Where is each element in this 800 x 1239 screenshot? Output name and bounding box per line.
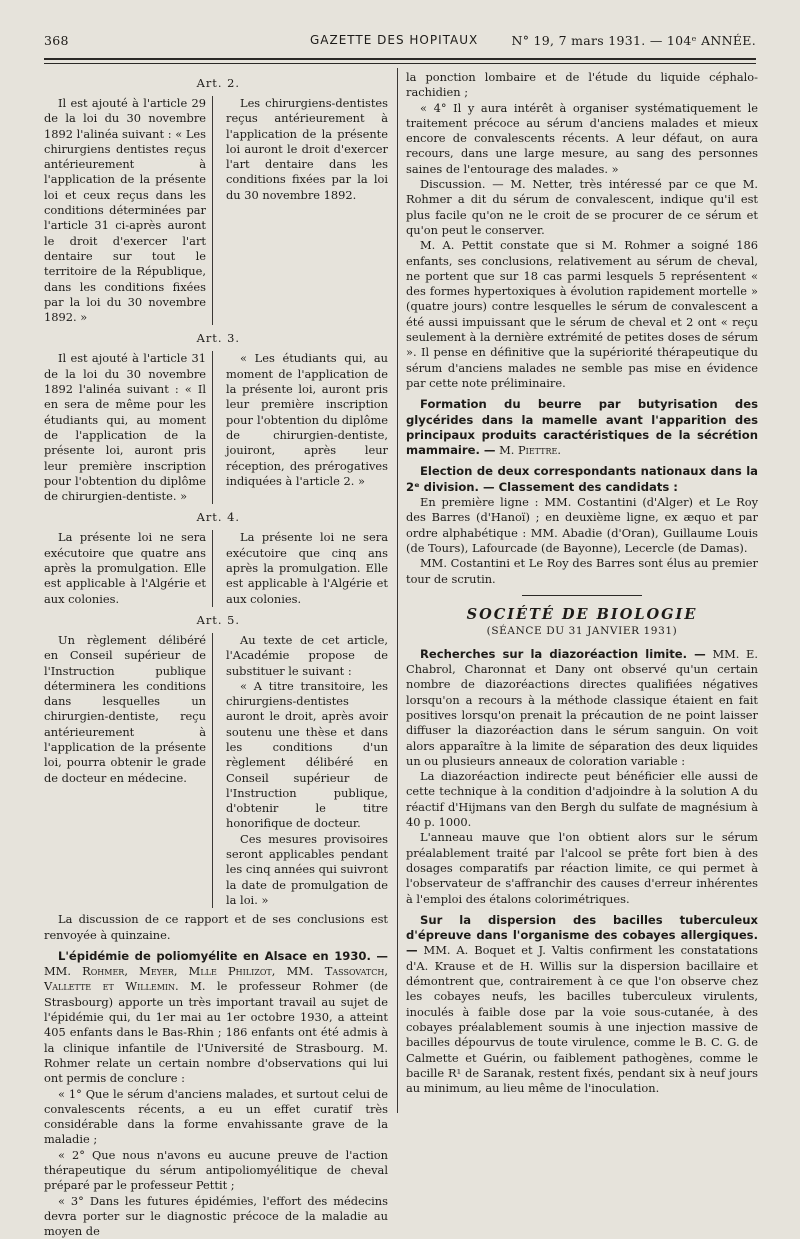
left-column [44, 70, 388, 1239]
diazo-paragraph-3: L'anneau mauve que l'on obtient alors sur le sérum préalablement traité par l'alcool se prête fort bien à des dosages comparatifs par réaction limite, ce qui permet à l'observateur de s'affranchir des causes d'erreur inhérentes à l'emploi des étalons colorimétriques. [406, 830, 758, 906]
society-session: (SÉANCE DU 31 JANVIER 1931) [486, 624, 678, 637]
election-result: MM. Costantini et Le Roy des Barres sont élus au premier tour de scrutin. [406, 556, 758, 586]
article-4-label: Art. 4. [196, 510, 240, 525]
diazo-text: MM. E. Chabrol, Charonnat et Dany ont observé qu'un certain nombre de diazoréactions directes qualifiées négatives lorsqu'on a recours à la méthode classique étaient en fait positives lorsqu'on prenait la précaution de ne point laisser diffuser la diazoréaction dans le sérum sanguin. On voit alors apparaître à la limite de séparation des deux liquides un ou plusieurs anneaux de coloration variable : [406, 646, 758, 768]
diazo-title: Recherches sur la diazoréaction limite. — [420, 646, 706, 661]
header-rule-thin [44, 63, 756, 64]
discussion-pettit: M. A. Pettit constate que si M. Rohmer a soigné 186 enfants, ses conclusions, relativement au sérum de cheval, ne portent que sur 18 cas parmi lesquels 5 représentent « des formes hypertoxiques à évolution rapidement mortelle » (quatre jours) contre lesquelles le sérum de convalescent a été aussi impuissant que le sérum de cheval et 2 ont « reçu seulement à la dernière extrémité de petites doses de sérum ». Il pense en définitive que la supériorité thérapeutique du sérum d'anciens malades ne semble pas mise en évidence par cette note préliminaire. [406, 238, 758, 390]
article-4-original: La présente loi ne sera exécutoire que quatre ans après la promulgation. Elle est applicable à l'Algérie et aux colonies. [44, 530, 206, 606]
article-3-original: Il est ajouté à l'article 31 de la loi du 30 novembre 1892 l'alinéa suivant : « Il en sera de même pour les étudiants qui, au moment de l'application de la présente loi, auront pris leur première inscription pour l'obtention du diplôme de chirurgien-dentiste. » [44, 351, 206, 504]
society-title: SOCIÉTÉ DE BIOLOGIE [466, 605, 698, 623]
polio-text: M. le professeur Rohmer (de Strasbourg) apporte un très important travail au sujet de l'épidémie qui, du 1er mai au 1er octobre 1930, a atteint 405 enfants dans le Bas-Rhin ; 186 enfants ont été admis à la clinique infantile de l'Université de Strasbourg. M. Rohmer relate un certain nombre d'observations qui lui ont permis de conclure : [44, 979, 388, 1086]
page-number: 368 [44, 33, 69, 48]
article-4-proposed: La présente loi ne sera exécutoire que cinq ans après la promulgation. Elle est applicable à l'Algérie et aux colonies. [226, 530, 388, 606]
bacille-title: Sur la dispersion des bacilles tuberculeux d'épreuve dans l'organisme des cobayes allergiques. — [406, 912, 758, 958]
article-5-intro: Au texte de cet article, l'Académie propose de substituer le suivant : [226, 632, 388, 678]
article-2-original: Il est ajouté à l'article 29 de la loi du 30 novembre 1892 l'alinéa suivant : « Les chirurgiens dentistes reçus antérieurement à l'application de la présente loi et ceux reçus dans les conditions déterminées par l'article 31 ci-après auront le droit d'exercer l'art dentaire sur tout le territoire de la République, dans les conditions fixées par la loi du 30 novembre 1892. » [44, 96, 206, 325]
article-2-proposed: Les chirurgiens-dentistes reçus antérieurement à l'application de la présente loi auront le droit d'exercer l'art dentaire dans les conditions fixées par la loi du 30 novembre 1892. [226, 96, 388, 202]
polio-conclusion-1: « 1° Que le sérum d'anciens malades, et surtout celui de convalescents récents, a eu un effet curatif très considérable dans la forme envahissante grave de la maladie ; [44, 1086, 388, 1147]
article-5-transitional: Ces mesures provisoires seront applicables pendant les cinq années qui suivront la date de promulgation de la loi. » [226, 831, 388, 907]
right-column [406, 70, 758, 1096]
article-3-comparison [44, 351, 388, 504]
article-3-proposed: « Les étudiants qui, au moment de l'application de la présente loi, auront pris leur première inscription pour l'obtention du diplôme de chirurgien-dentiste, jouiront, après leur réception, des prérogatives indiquées à l'article 2. » [226, 351, 388, 488]
article-3-label: Art. 3. [196, 331, 240, 346]
article-2-label: Art. 2. [196, 76, 240, 90]
diazo-section [406, 647, 758, 769]
discussion-note: La discussion de ce rapport et de ses conclusions est renvoyée à quinzaine. [44, 912, 388, 942]
polio-section [44, 949, 388, 1087]
election-section [406, 464, 758, 495]
issue-info: N° 19, 7 mars 1931. — 104ᵉ ANNÉE. [511, 33, 756, 48]
bacille-section [406, 913, 758, 1097]
article-5-comparison [44, 633, 388, 908]
beurre-title: Formation du beurre par butyrisation des glycérides dans la mamelle avant l'apparition des principaux produits caractéristiques de la sécrétion mammaire. — [406, 397, 758, 458]
election-text: En première ligne : MM. Costantini (d'Alger) et Le Roy des Barres (d'Hanoï) ; en deuxième ligne, ex æquo et par ordre alphabétique : MM. Abadie (d'Oran), Guillaume Louis (de Tours), Lafourcade (de Bayonne), Lecercle (de Damas). [406, 495, 758, 555]
beurre-section [406, 397, 758, 458]
bacille-text: MM. A. Boquet et J. Valtis confirment les constatations d'A. Krause et de H. Willis sur la dispersion bacillaire et démontrent que, contrairement à ce que l'on observe chez les cobayes neufs, les bacilles tuberculeux virulents, inoculés à faible dose par la voie sous-cutanée, à des cobayes préalablement soumis à une injection massive de bacilles dépourvus de toute virulence, comme le B. C. G. de Calmette et Guérin, ou faiblement pathogènes, comme le bacille R¹ de Saranak, restent fixés, pendant six à neuf jours au minimum, au lieu même de l'inoculation. [406, 943, 758, 1096]
article-2-comparison [44, 96, 388, 325]
section-rule [522, 595, 642, 596]
polio-conclusion-3: « 3° Dans les futures épidémies, l'effort des médecins devra porter sur le diagnostic précoce de la maladie au moyen de [44, 1193, 388, 1239]
polio-title: L'épidémie de poliomyélite en Alsace en 1930. — [58, 948, 388, 963]
page-header [44, 30, 756, 50]
beurre-author: M. Piettre. [499, 443, 561, 458]
article-4-comparison [44, 530, 388, 606]
article-5-label: Art. 5. [196, 612, 240, 627]
diazo-paragraph-2: La diazoréaction indirecte peut bénéficier elle aussi de cette technique à la condition d'adjoindre à la solution A du réactif d'Hijmans van den Bergh du sulfate de magnésium à 40 p. 1000. [406, 769, 758, 830]
discussion-netter: Discussion. — M. Netter, très intéressé par ce que M. Rohmer a dit du sérum de convalescent, indique qu'il est plus facile qu'on ne le croit de se procurer de ce sérum et qu'on peut le conserver. [406, 177, 758, 237]
header-rule [44, 58, 756, 60]
article-5-proposed: « A titre transitoire, les chirurgiens-dentistes auront le droit, après avoir soutenu une thèse et dans les conditions d'un règlement délibéré en Conseil supérieur de l'Instruction publique, d'obtenir le titre honorifique de docteur. [226, 678, 388, 831]
article-5-original: Un règlement délibéré en Conseil supérieur de l'Instruction publique déterminera les conditions dans lesquelles un chirurgien-dentiste, reçu antérieurement à l'application de la présente loi, pourra obtenir le grade de docteur en médecine. [44, 632, 206, 785]
column-divider [397, 68, 398, 1113]
polio-conclusion-4: « 4° Il y aura intérêt à organiser systématiquement le traitement précoce au sérum d'anciens malades et mieux encore de convalescents récents. A leur défaut, on aura recours, dans une large mesure, au sang des personnes saines de l'entourage des malades. » [406, 100, 758, 176]
election-title: Election de deux correspondants nationaux dans la 2ᵉ division. — Classement des candidats : [406, 464, 758, 494]
polio-conclusion-2: « 2° Que nous n'avons eu aucune preuve de l'action thérapeutique du sérum antipoliomyélitique de cheval préparé par le professeur Pettit ; [44, 1147, 388, 1193]
polio-authors: MM. Rohmer, Meyer, Mlle Philizot, MM. Tassovatch, Vallette et Willemin. [44, 964, 388, 994]
polio-continued: la ponction lombaire et de l'étude du liquide céphalo-rachidien ; [406, 70, 758, 100]
publication-title: GAZETTE DES HOPITAUX [310, 33, 479, 47]
